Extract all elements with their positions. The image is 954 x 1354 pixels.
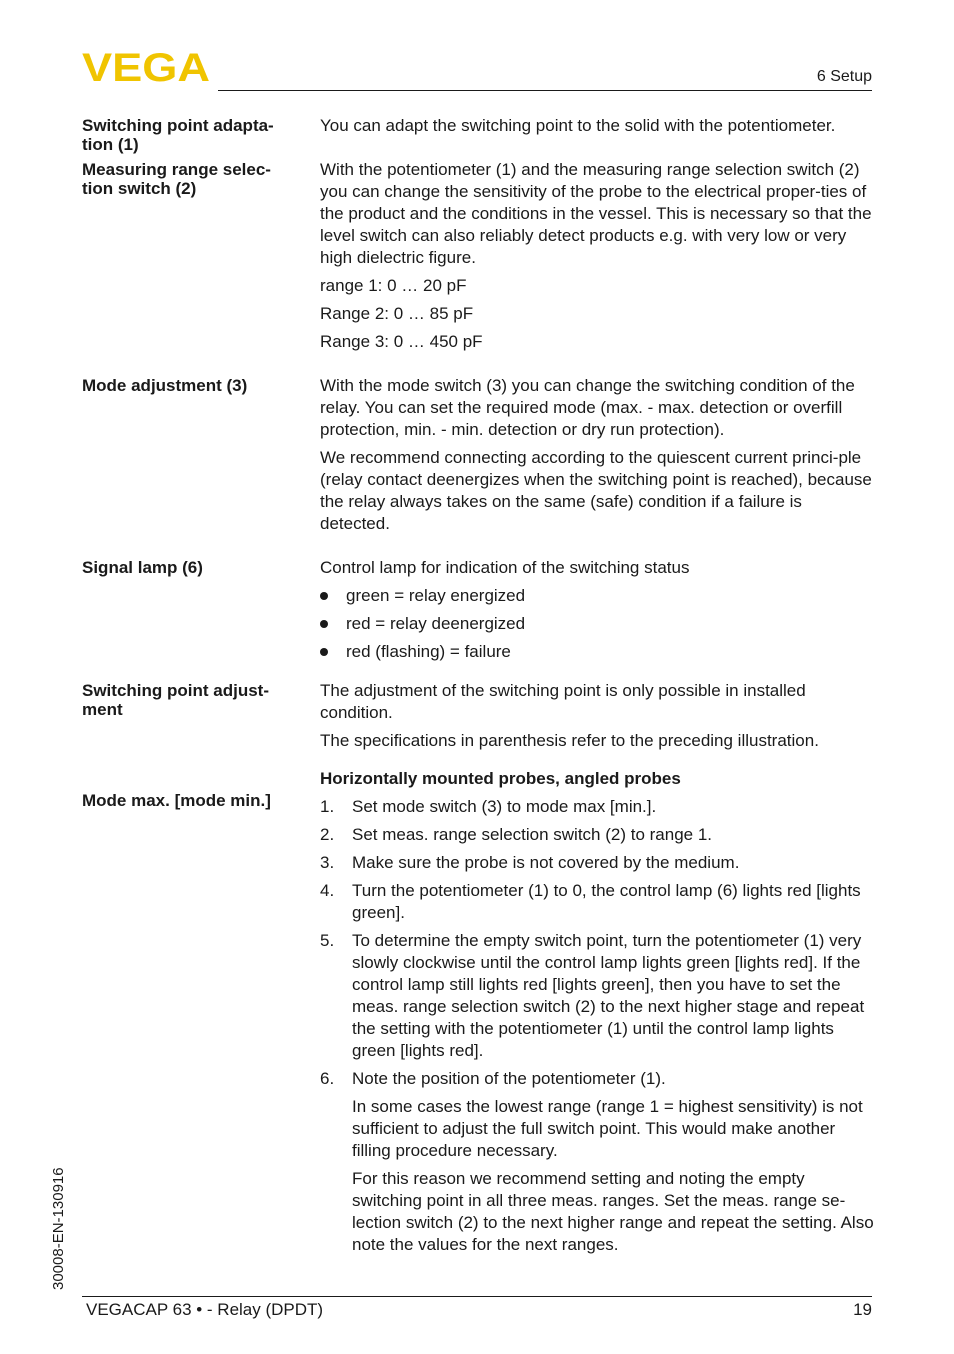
step-item bbox=[320, 852, 876, 874]
paragraph: The adjustment of the switching point is only possible in installed condition. bbox=[320, 681, 806, 722]
doc-number: 30008-EN-130916 bbox=[50, 1167, 67, 1290]
step-item bbox=[320, 824, 876, 846]
bullet-item bbox=[320, 613, 876, 635]
paragraph: With the potentiometer (1) and the measuring range selection switch (2) you can change the sensitivity of the probe to the electrical proper-ties of the product and the conditions in the vessel. This is necessary so that the level switch can also reliably detect products e.g. with very low or very high dielectric figure. bbox=[320, 160, 872, 267]
section-title: 6 Setup bbox=[816, 68, 872, 85]
note-paragraph: In some cases the lowest range (range 1 = highest sensitivity) is not sufficient to adjust the full switch point. This would make another filling procedure necessary. bbox=[352, 1097, 863, 1160]
footer-product: VEGACAP 63 • - Relay (DPDT) bbox=[86, 1300, 324, 1319]
paragraph: With the mode switch (3) you can change the switching condition of the relay. You can set the required mode (max. - max. detection or overfill protection, min. - min. detection or dry run protection). bbox=[320, 376, 855, 439]
bullet-icon bbox=[320, 620, 328, 628]
page-number: 19 bbox=[853, 1300, 872, 1319]
mode-max-text bbox=[320, 768, 876, 1262]
logo-text: VEGA bbox=[82, 50, 210, 84]
label-mode-adjustment: Mode adjustment (3) bbox=[82, 376, 248, 395]
step-text: Make sure the probe is not covered by the medium. bbox=[352, 853, 740, 872]
step-number: 3. bbox=[320, 853, 335, 872]
signal-lamp-text bbox=[320, 557, 876, 669]
label-signal-lamp: Signal lamp (6) bbox=[82, 558, 203, 577]
note-paragraph: For this reason we recommend setting and noting the empty switching point in all three meas. ranges. Set the meas. range se-lection switch (2) to the next higher range and repeat the setting. Also note the values for the next ranges. bbox=[352, 1169, 874, 1254]
step-number: 1. bbox=[320, 797, 335, 816]
step-item bbox=[320, 1068, 876, 1090]
bullet-item bbox=[320, 585, 876, 607]
bullet-icon bbox=[320, 648, 328, 656]
paragraph: We recommend connecting according to the quiescent current princi-ple (relay contact deenergizes when the switching point is reached), because the relay always takes on the same (safe) condition if a failure is detected. bbox=[320, 448, 872, 533]
step-number: 6. bbox=[320, 1069, 335, 1088]
step-text: To determine the empty switch point, turn the potentiometer (1) very slowly clockwise until the control lamp lights green [lights red]. If the control lamp still lights red [lights green], then you have to set the meas. range selection switch (2) to the next higher stage and repeat the setting with the potentiometer (1) until the control lamp lights green [lights red]. bbox=[352, 931, 865, 1060]
step-text: Set meas. range selection switch (2) to range 1. bbox=[352, 825, 713, 844]
step-number: 2. bbox=[320, 825, 335, 844]
step-text: Note the position of the potentiometer (1). bbox=[352, 1069, 666, 1088]
bullet-text: green = relay energized bbox=[346, 586, 526, 605]
label-switching-point-adjustment: Switching point adjust- ment bbox=[82, 681, 269, 719]
vega-logo bbox=[82, 50, 212, 84]
bullet-icon bbox=[320, 592, 328, 600]
bullet-text: red (flashing) = failure bbox=[346, 642, 511, 661]
step-item bbox=[320, 880, 876, 924]
switching-point-adaptation-text bbox=[320, 115, 876, 143]
step-text: Turn the potentiometer (1) to 0, the control lamp (6) lights red [lights green]. bbox=[352, 881, 861, 922]
measuring-range-text bbox=[320, 159, 876, 359]
range-2: Range 2: 0 … 85 pF bbox=[320, 304, 474, 323]
step-item bbox=[320, 796, 876, 818]
switching-point-adjustment-text bbox=[320, 680, 876, 758]
bullet-item bbox=[320, 641, 876, 663]
step-item bbox=[320, 930, 876, 1062]
bullet-text: red = relay deenergized bbox=[346, 614, 526, 633]
step-text: Set mode switch (3) to mode max [min.]. bbox=[352, 797, 657, 816]
label-mode-max: Mode max. [mode min.] bbox=[82, 791, 271, 810]
step-number: 4. bbox=[320, 881, 335, 900]
step-number: 5. bbox=[320, 931, 335, 950]
paragraph: The specifications in parenthesis refer to the preceding illustration. bbox=[320, 731, 819, 750]
paragraph: You can adapt the switching point to the solid with the potentiometer. bbox=[320, 116, 836, 135]
label-measuring-range: Measuring range selec- tion switch (2) bbox=[82, 160, 271, 198]
paragraph: Control lamp for indication of the switching status bbox=[320, 558, 690, 577]
subheading: Horizontally mounted probes, angled probes bbox=[320, 769, 681, 788]
header-divider bbox=[218, 90, 872, 91]
mode-adjustment-text bbox=[320, 375, 876, 541]
range-3: Range 3: 0 … 450 pF bbox=[320, 332, 483, 351]
footer-divider bbox=[82, 1296, 872, 1297]
label-switching-point-adaptation: Switching point adapta- tion (1) bbox=[82, 116, 274, 154]
range-1: range 1: 0 … 20 pF bbox=[320, 276, 467, 295]
